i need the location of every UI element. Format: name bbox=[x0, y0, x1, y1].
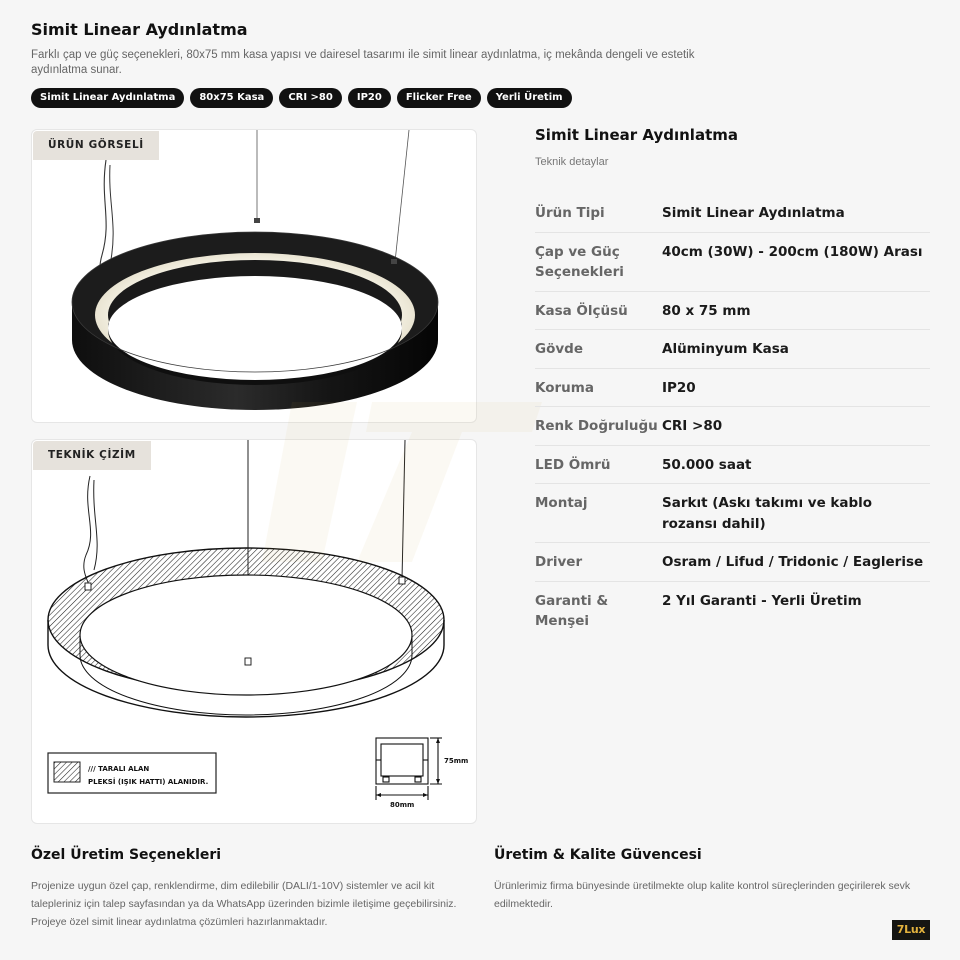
legend-line-1: /// TARALI ALAN bbox=[88, 765, 150, 773]
spec-value: 50.000 saat bbox=[662, 456, 752, 473]
tag-list bbox=[31, 88, 572, 108]
quality-text: Ürünlerimiz firma bünyesinde üretilmekte olup kalite kontrol süreçlerinden geçirilerek sevk edilmektedir. bbox=[494, 880, 911, 910]
page-title: Simit Linear Aydınlatma bbox=[31, 20, 248, 39]
spec-value: Osram / Lifud / Tridonic / Eaglerise bbox=[662, 554, 924, 570]
spec-row bbox=[535, 484, 930, 543]
tag-chip[interactable]: Simit Linear Aydınlatma bbox=[31, 88, 184, 108]
custom-production-text: Projenize uygun özel çap, renklendirme, dim edilebilir (DALI/1-10V) sistemler ve acil kit talepleriniz için talep sayfasından ya da WhatsApp üzerinden bizimle iletişime geçebilirsiniz. Projeye özel simit linear aydınlatma çözümleri hazırlanmaktadır. bbox=[31, 880, 457, 928]
spec-key: Montaj bbox=[535, 495, 588, 511]
spec-subtitle: Teknik detaylar bbox=[535, 156, 609, 168]
tag-chip[interactable]: CRI >80 bbox=[279, 88, 342, 108]
spec-key: Garanti & Menşei bbox=[535, 592, 609, 629]
dimension-height: 75mm bbox=[444, 757, 469, 765]
technical-drawing-label: TEKNİK ÇİZİM bbox=[33, 441, 151, 470]
spec-key: Ürün Tipi bbox=[535, 205, 605, 221]
custom-production-title: Özel Üretim Seçenekleri bbox=[31, 847, 222, 863]
dimension-width: 80mm bbox=[390, 801, 415, 809]
product-image[interactable] bbox=[32, 130, 477, 423]
tag-chip[interactable]: Yerli Üretim bbox=[487, 88, 572, 108]
technical-drawing[interactable] bbox=[32, 440, 477, 824]
spec-value: Sarkıt (Askı takımı ve kablo rozansı dahil) bbox=[662, 495, 873, 532]
spec-key: Kasa Ölçüsü bbox=[535, 302, 628, 319]
spec-key: LED Ömrü bbox=[535, 456, 611, 473]
spec-row bbox=[535, 582, 930, 640]
spec-key: Driver bbox=[535, 554, 583, 570]
spec-row bbox=[535, 194, 930, 233]
spec-value: 2 Yıl Garanti - Yerli Üretim bbox=[662, 592, 862, 609]
spec-value: CRI >80 bbox=[662, 418, 723, 434]
tag-chip[interactable]: IP20 bbox=[348, 88, 391, 108]
page-description: Farklı çap ve güç seçenekleri, 80x75 mm kasa yapısı ve dairesel tasarımı ile simit linear aydınlatma, iç mekânda dengeli ve estetik aydınlatma sunar. bbox=[31, 49, 695, 76]
spec-table bbox=[535, 194, 930, 640]
spec-row bbox=[535, 233, 930, 292]
legend-line-2: PLEKSİ (IŞIK HATTI) ALANIDIR. bbox=[88, 778, 209, 786]
spec-value: IP20 bbox=[662, 379, 696, 396]
spec-title: Simit Linear Aydınlatma bbox=[535, 126, 738, 144]
technical-drawing-card bbox=[31, 439, 477, 824]
spec-row bbox=[535, 292, 930, 331]
spec-value: 40cm (30W) - 200cm (180W) Arası bbox=[662, 243, 923, 260]
spec-key: Çap ve Güç Seçenekleri bbox=[535, 243, 624, 280]
spec-key: Renk Doğruluğu bbox=[535, 418, 658, 434]
tag-chip[interactable]: Flicker Free bbox=[397, 88, 481, 108]
spec-key: Koruma bbox=[535, 379, 594, 396]
spec-value: Alüminyum Kasa bbox=[662, 341, 789, 357]
spec-row bbox=[535, 446, 930, 485]
spec-row bbox=[535, 369, 930, 408]
spec-row bbox=[535, 330, 930, 369]
brand-logo[interactable]: 7Lux bbox=[892, 920, 930, 940]
product-image-label: ÜRÜN GÖRSELİ bbox=[33, 131, 159, 160]
spec-key: Gövde bbox=[535, 341, 583, 357]
spec-value: 80 x 75 mm bbox=[662, 302, 751, 319]
tag-chip[interactable]: 80x75 Kasa bbox=[190, 88, 273, 108]
spec-row bbox=[535, 543, 930, 582]
product-image-card bbox=[31, 129, 477, 423]
quality-title: Üretim & Kalite Güvencesi bbox=[494, 847, 702, 863]
spec-row bbox=[535, 407, 930, 446]
spec-value: Simit Linear Aydınlatma bbox=[662, 205, 845, 221]
